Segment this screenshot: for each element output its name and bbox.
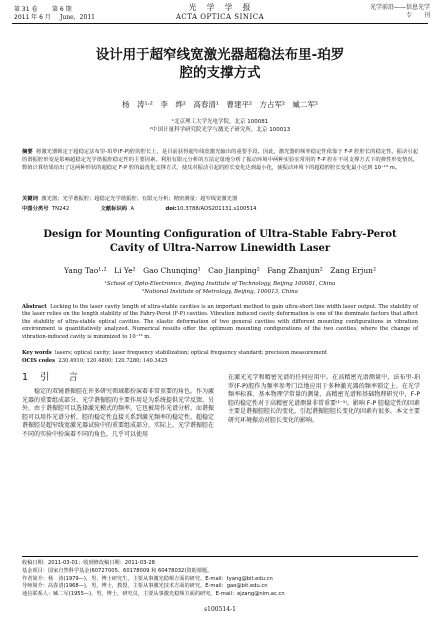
title-en-line2: Cavity of Ultra-Narrow Linewidth Laser (109, 243, 331, 254)
affiliations-cn (20, 118, 420, 134)
abstract-cn (22, 148, 418, 172)
footnote-received: 收稿日期：2011-03-01；收到修改稿日期：2011-03-28 (22, 560, 155, 566)
ocis-codes (22, 358, 418, 365)
abstract-label: 摘要 (22, 149, 33, 155)
footnote-contact: 通信联系人：臧二军(1955—)，男，博士，研究员，主要从事激光稳频方面的研究。E-mail：ejzang@nim.ac.cn (22, 591, 285, 598)
affiliations-en (20, 280, 420, 296)
clc-label: 中图分类号 (22, 206, 49, 212)
keywords-en (22, 350, 418, 357)
journal-title-cn: 光 学 学 报 (188, 3, 252, 12)
title-cn-line1: 设计用于超窄线宽激光器超稳法布里-珀罗 (95, 47, 345, 63)
ocis-value: 230.4910; 120.4800; 120.7280; 140.3425 (58, 358, 168, 364)
header-date-en: June，2011 (60, 14, 95, 21)
intro-left-column: 稳定的双镜谐振腔在许多研究领域都扮演着非常重要的角色。作为激光器的重要组成部分，光学谐振腔的主要作用是为系统提供光学反馈。另外，由于谐振腔可以选择激光模式的频率，它也被用作光谱分析。而谐振腔可以用作光谱分析，腔的稳定性直接关系到激光频率的稳定性。超稳定谐振腔是超窄线宽激光器试验中的重要组成部分，实际上，光学谐振腔在不同的实验中扮演着不同的角色，几乎可以使用 (22, 388, 214, 438)
header-vol-no: 第 6 期 (52, 6, 72, 13)
intro-right-column: 在激光光学和精密光谱的任何应用中。在高精密光谱测量中，法布里-珀罗(F-P)腔作为频率参考门泛地应用于多种激光器的频率锁定上。在光学频率标准、基本物理学常量的测量、高精密光谱和基础物理研究中，F-P 腔的稳定性对于高精密光谱测量非常重要⁽¹⁻⁵⁾。影响 F-P 腔稳定性的因素主要是谐振腔腔长的变化，引起谐振腔腔长变化的因素有很多，本文主要研究环境振动对腔长变化的影响。 (228, 374, 420, 424)
title-cn (20, 46, 420, 82)
classification-line (22, 205, 418, 213)
footnote-advisor: 导师简介：高春清(1968—)，男，博士，教授，主要从事激光技术方面的研究。E-mail：gao@bit.edu.cn (22, 583, 268, 590)
header-journal (140, 3, 300, 22)
keywords-en-text: lasers; optical cavity; laser frequency stabilization; optical frequency standard; precision measurement (55, 350, 328, 356)
column-sub: 专 刊 (405, 12, 430, 19)
affiliation-cn-2: ²中国计量科学研究院光学与激光子研究所，北京 100013 (149, 127, 291, 133)
authors-en: Yang Tao¹·² Li Ye² Gao Chunqing¹ Cao Jianping² Fang Zhanjun² Zang Erjun² (63, 266, 377, 275)
header-volume-no (52, 6, 72, 14)
doi-value: 10.3788/AOS201131.s100514 (176, 206, 257, 212)
ocis-label: OCIS codes (22, 358, 56, 364)
abstract-en-label: Abstract (22, 304, 47, 310)
footnotes (22, 560, 418, 599)
doi-label: doi: (165, 206, 177, 212)
title-en-line1: Design for Mounting Configuration of Ultra-Stable Fabry-Perot (43, 229, 397, 240)
keywords-cn (22, 195, 418, 203)
journal-title-en: ACTA OPTICA SINICA (175, 13, 265, 21)
section-number: 1 (22, 372, 29, 383)
abstract-cn-text: 将激光器锁定于超稳定法布里-珀罗(F-P)腔的腔长上，是目前获得超窄线宽激光输出的重要手段。因此，激光器的频率稳定性依靠于 F-P 腔腔长的稳定性。振动引起的谐振腔形变是影响超稳定光学谐振腔稳定性的主要因素。利用有限元分析的方法定量地分析了振动环境中两种实验室常用的 F-P 腔在不同支撑方式下的弹性形变情况。数值计算结果给出了这两种形状的超稳定 F-P 腔的最优化支撑方式，使其对振动引起的腔长变化达到最小化，使振动环境下的超稳腔腔长变化最小达到 10⁻¹³ m。 (22, 149, 418, 171)
keywords-en-label: Key words (22, 350, 52, 356)
keywords-cn-text: 激光器；光学谐振腔；超稳定光学谐振腔；有限元分析；精密测量；超窄线宽激光器 (41, 196, 238, 202)
abstract-en-text: Locking to the laser cavity length of ultra-stable cavities is an important method to gain ultra-short line width laser output. The stability of the laser relies on the length stability of the Fabry-Perot (F-P) cavities. Vibration induced cavity deformation is one of the dominate factors that affect the stability of ultra-stable optical cavities. The elastic deformation of two general cavities with different mounting configurations in vibration environment is quantitatively analyzed. Numerical results offer the optimum mounting configurations of the two cavities, where the change of vibration-induced cavity is minimized to 10⁻¹³ m. (22, 304, 418, 340)
title-en (20, 228, 420, 256)
affiliation-en-2: ²National Institute of Metrology, Beijing, 100013, China (142, 289, 298, 295)
doc-code-label: 文献标识码 (100, 206, 128, 212)
header-column (370, 4, 430, 20)
title-cn-line2: 腔的支撑方式 (179, 65, 261, 81)
affiliation-en-1: ¹School of Opto-Electronics, Beijing Institute of Technology, Beijing 100081, China (104, 281, 336, 287)
authors-cn: 杨 涛¹·² 李 烨² 高春清¹ 曹建平² 方占军² 臧二军² (122, 100, 318, 109)
footnote-author: 作者简介：杨 涛(1979—)，男，博士研究生，主要从事激光稳频方面的研究。E-mail：tyang@bit.edu.cn (22, 575, 273, 582)
section-heading (22, 372, 78, 384)
footnote-funding: 基金项目：国家自然科学基金(60727005、60178009 和 60478032)资助课题。 (22, 567, 213, 574)
keywords-label: 关键词 (22, 196, 38, 202)
page-number: s100514-1 (204, 606, 236, 613)
footnote-rule (22, 556, 418, 557)
abstract-en (22, 304, 418, 341)
header-rule (12, 23, 428, 24)
header-volume (14, 6, 51, 22)
header-date: 2011 年 6 月 (14, 14, 51, 21)
clc-value: TN242 (51, 206, 70, 212)
affiliation-cn-1: ¹北京理工大学光电学院，北京 100081 (171, 119, 269, 125)
column-name: 光学前沿——信息光学 (369, 4, 430, 11)
header-vol: 第 31 卷 (14, 6, 38, 13)
doc-code-value: A (130, 206, 135, 212)
section-title: 引 言 (40, 372, 79, 383)
